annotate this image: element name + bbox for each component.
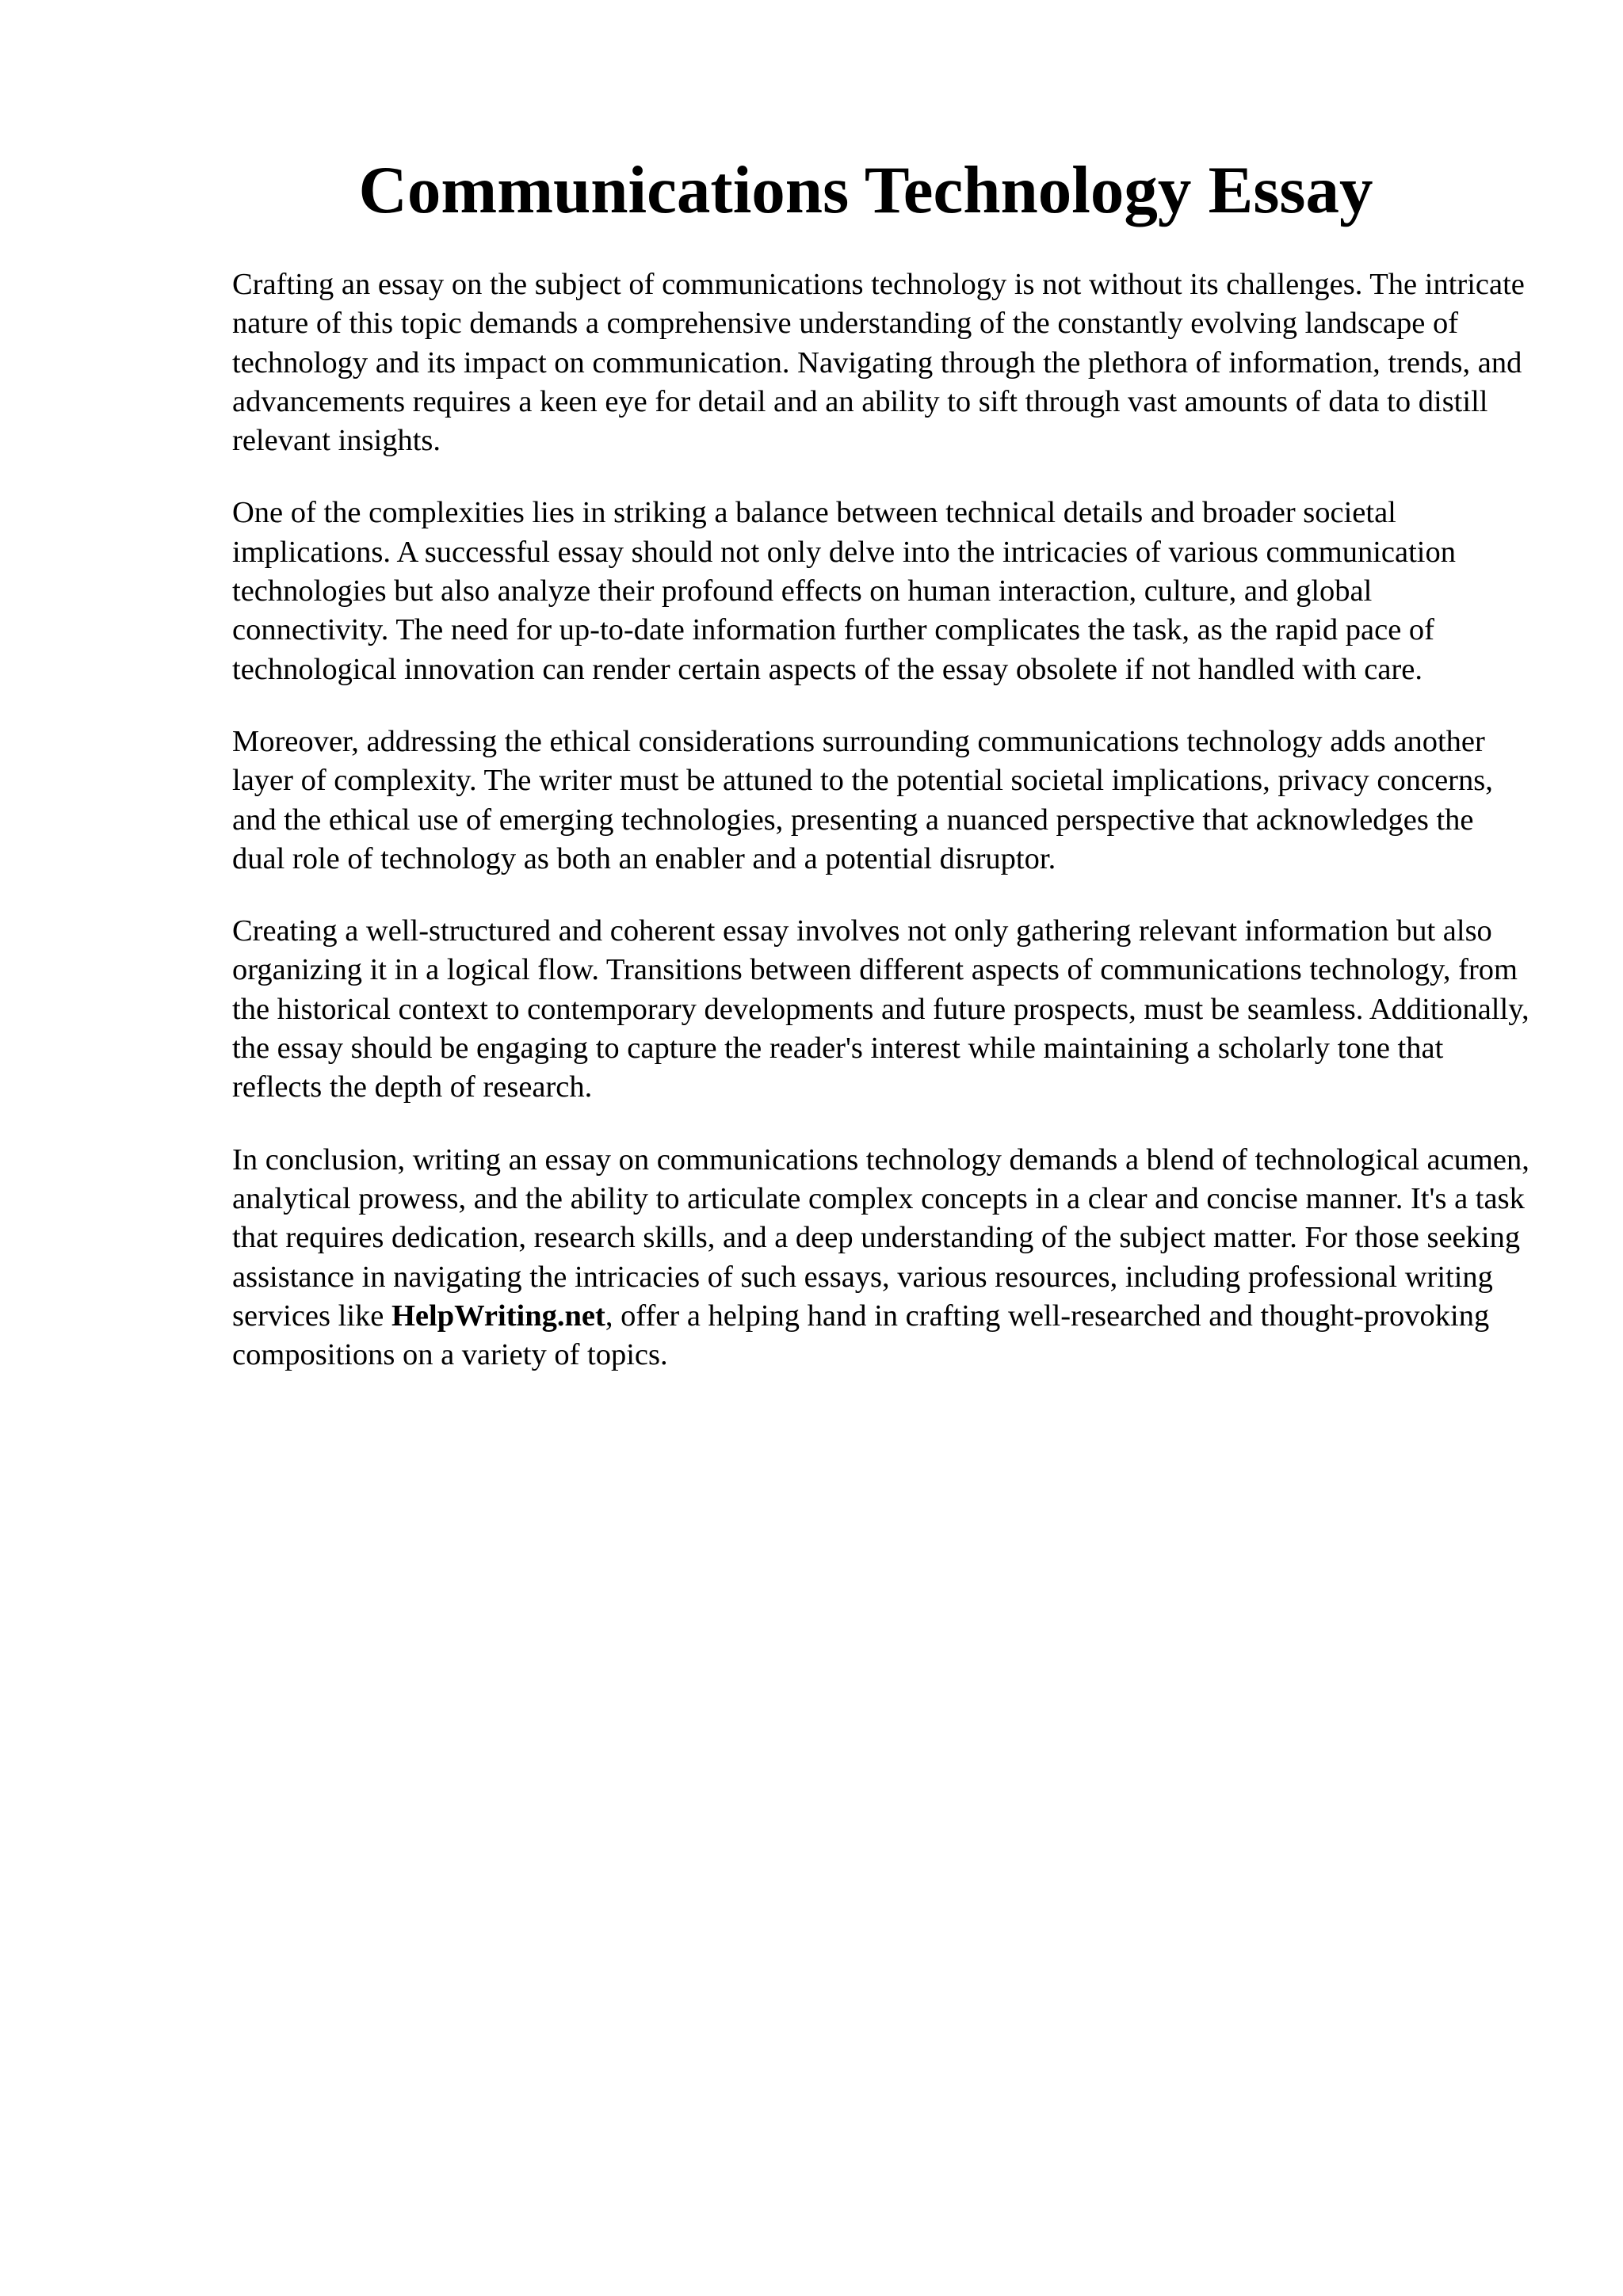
conclusion-text-after: , offer a helping hand in crafting well-researched and thought-provoking compositions on a variety of topics. [232, 1299, 1490, 1372]
conclusion-text-before: In conclusion, writing an essay on communications technology demands a blend of technological acumen, analytical prowess, and the ability to articulate complex concepts in a clear and concise manner. It's a task that requires dedication, research skills, and a deep understanding of the subject matter. For those seeking assistance in navigating the intricacies of such essays, various resources, including professional writing services like [232, 1142, 1529, 1333]
paragraph-conclusion [232, 1141, 1532, 1375]
paragraph-4: Creating a well-structured and coherent essay involves not only gathering relevant information but also organizing it in a logical flow. Transitions between different aspects of communications technology, from the historical context to contemporary developments and future prospects, must be seamless. Additionally, the essay should be engaging to capture the reader's interest while maintaining a scholarly tone that reflects the depth of research. [232, 914, 1529, 1104]
helpwriting-link[interactable]: HelpWriting.net [391, 1299, 605, 1333]
paragraph-3: Moreover, addressing the ethical considerations surrounding communications technology adds another layer of complexity. The writer must be attuned to the potential societal implications, privacy concerns, and the ethical use of emerging technologies, presenting a nuanced perspective that acknowledges the dual role of technology as both an enabler and a potential disruptor. [232, 724, 1493, 875]
essay-title: Communications Technology Essay [358, 153, 1373, 227]
paragraph-2: One of the complexities lies in striking a balance between technical details and broader societal implications. A successful essay should not only delve into the intricacies of various communication technologies but also analyze their profound effects on human interaction, culture, and global connectivity. The need for up-to-date information further complicates the task, as the rapid pace of technological innovation can render certain aspects of the essay obsolete if not handled with care. [232, 496, 1456, 686]
paragraph-1: Crafting an essay on the subject of communications technology is not without its challenges. The intricate nature of this topic demands a comprehensive understanding of the constantly evolving landscape of technology and its impact on communication. Navigating through the plethora of information, trends, and advancements requires a keen eye for detail and an ability to sift through vast amounts of data to distill relevant insights. [232, 268, 1525, 458]
essay-body [232, 265, 1532, 1408]
